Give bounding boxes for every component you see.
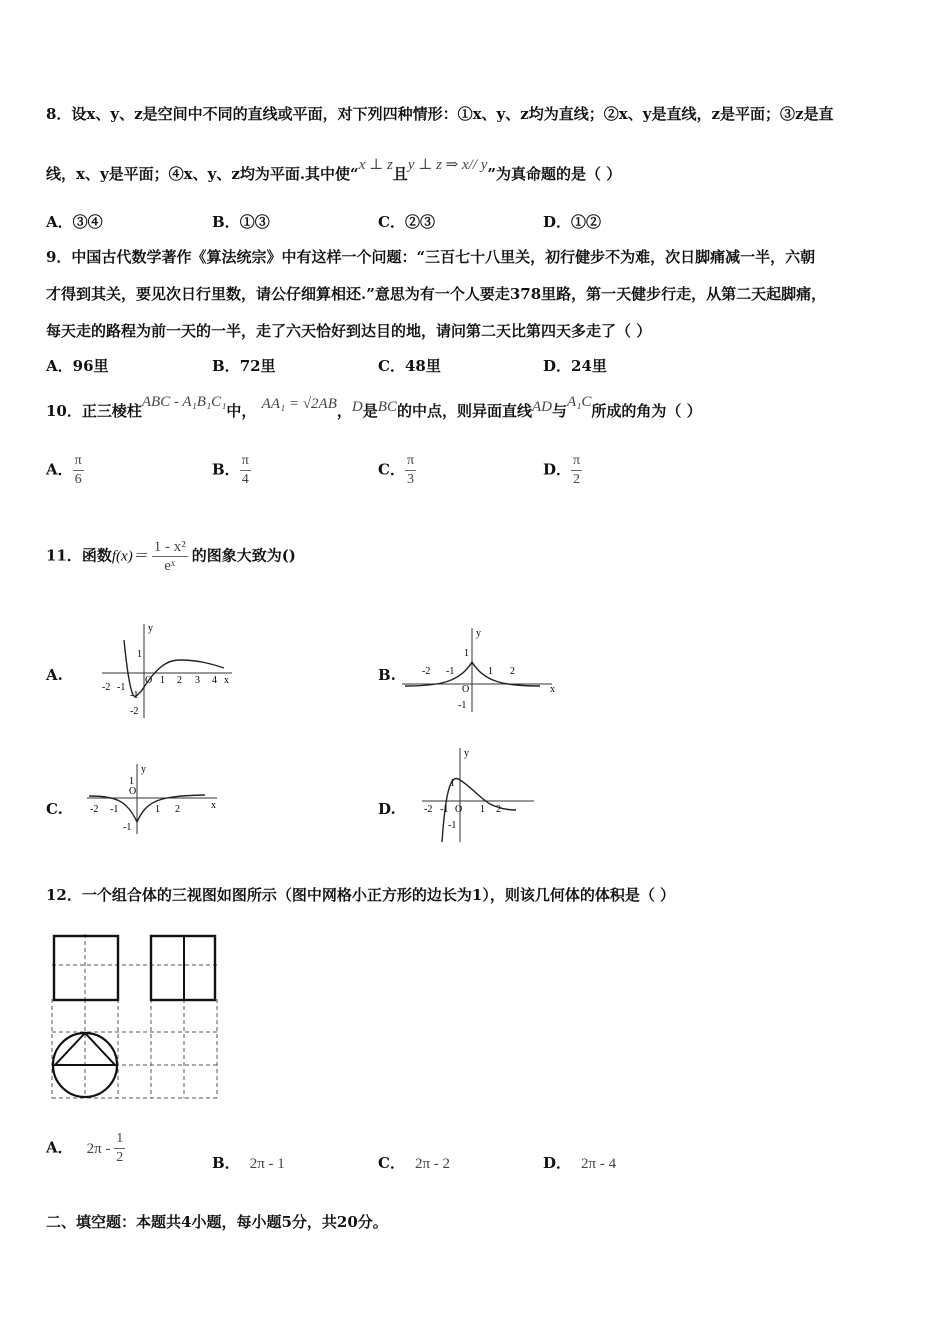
q11-numerator: 1 - x² bbox=[153, 539, 186, 555]
q10-text: 10．正三棱柱ABC - A₁B₁C₁中， AA₁ = √2AB，D是BC的中点，则异面直线AD与A₁C所成的角为（ ） bbox=[46, 394, 702, 420]
q8-option-c[interactable]: C．②③ bbox=[378, 213, 435, 231]
q11-fx: f(x)＝ bbox=[111, 548, 148, 565]
svg-text:y: y bbox=[141, 764, 146, 775]
svg-text:1: 1 bbox=[137, 649, 142, 660]
svg-text:-1: -1 bbox=[117, 682, 126, 693]
svg-text:4: 4 bbox=[212, 675, 217, 686]
q9-option-c[interactable]: C．48里 bbox=[378, 357, 441, 375]
svg-text:1: 1 bbox=[129, 776, 134, 787]
q8-expr2: y ⊥ z ⇒ x// y bbox=[407, 157, 488, 173]
svg-text:y: y bbox=[464, 748, 469, 759]
svg-text:2: 2 bbox=[175, 804, 180, 815]
svg-text:1: 1 bbox=[464, 648, 469, 659]
q9-option-b[interactable]: B．72里 bbox=[212, 357, 276, 375]
svg-text:-2: -2 bbox=[102, 682, 111, 693]
svg-text:3: 3 bbox=[195, 675, 200, 686]
svg-text:-2: -2 bbox=[422, 666, 431, 677]
svg-text:1: 1 bbox=[155, 804, 160, 815]
q8-line2-b: ”为真命题的是（ ） bbox=[487, 165, 622, 183]
svg-text:1: 1 bbox=[450, 778, 455, 789]
svg-text:-2: -2 bbox=[90, 804, 99, 815]
q9-option-d[interactable]: D．24里 bbox=[543, 357, 607, 375]
q8-option-d[interactable]: D．①② bbox=[543, 213, 602, 231]
q9-option-a[interactable]: A．96里 bbox=[46, 357, 109, 375]
q12-option-b[interactable]: B． 2π - 1 bbox=[212, 1154, 285, 1172]
svg-text:-1: -1 bbox=[130, 690, 139, 701]
q8-line2-a: 线，x、y是平面；④x、y、z均为平面.其中使“ bbox=[46, 165, 359, 183]
q10-option-a[interactable]: A． $\frac{\pi}{6}$ bbox=[46, 453, 82, 487]
q9-line2: 才得到其关，要见次日行里数，请公仔细算相还.”意思为有一个人要走378里路，第一天健步行走，从第二天起脚痛， bbox=[46, 285, 827, 303]
q11-text: 11．函数f(x)＝ $\frac{\text{1 - x²}}{\text{eˣ}}$ 的图象大致为() bbox=[46, 539, 296, 574]
svg-text:-1: -1 bbox=[446, 666, 455, 677]
svg-text:O: O bbox=[462, 684, 470, 695]
svg-text:x: x bbox=[224, 675, 229, 686]
q12-option-d[interactable]: D． 2π - 4 bbox=[543, 1154, 617, 1172]
svg-text:O: O bbox=[455, 804, 463, 815]
svg-text:-2: -2 bbox=[424, 804, 433, 815]
svg-text:-1: -1 bbox=[458, 700, 467, 711]
svg-text:1: 1 bbox=[488, 666, 493, 677]
svg-text:-2: -2 bbox=[130, 706, 139, 717]
q8-mid: 且 bbox=[392, 165, 408, 183]
svg-text:O: O bbox=[145, 675, 153, 686]
q9-line3: 每天走的路程为前一天的一半，走了六天恰好到达目的地，请问第二天比第四天多走了（ ） bbox=[46, 322, 652, 340]
q12-option-a[interactable]: A． 2π - $\frac{1}{2}$ bbox=[46, 1131, 124, 1165]
q11-graph-c bbox=[85, 760, 225, 840]
q11-graph-d bbox=[420, 744, 540, 844]
svg-text:2: 2 bbox=[177, 675, 182, 686]
svg-text:O: O bbox=[129, 786, 137, 797]
q11-option-c[interactable]: C. bbox=[46, 800, 63, 818]
q10-edge-relation: AA₁ = √2AB bbox=[261, 396, 337, 412]
svg-text:y: y bbox=[476, 628, 481, 639]
q11-option-a[interactable]: A. bbox=[46, 666, 63, 684]
svg-text:y: y bbox=[148, 623, 153, 634]
svg-text:x: x bbox=[211, 800, 216, 811]
q11-option-b[interactable]: B. bbox=[378, 666, 396, 684]
svg-text:1: 1 bbox=[480, 804, 485, 815]
section2-heading: 二、填空题：本题共4小题，每小题5分，共20分。 bbox=[46, 1213, 388, 1231]
q8-option-a[interactable]: A．③④ bbox=[46, 213, 103, 231]
q8-line1: 8．设x、y、z是空间中不同的直线或平面，对下列四种情形：①x、y、z均为直线；②x、y是直线，z是平面；③z是直 bbox=[46, 105, 834, 123]
svg-text:-1: -1 bbox=[448, 820, 457, 831]
q11-option-d[interactable]: D. bbox=[378, 800, 396, 818]
q10-option-b[interactable]: B． $\frac{\pi}{4}$ bbox=[212, 453, 249, 487]
q11-denominator: eˣ bbox=[164, 558, 176, 574]
q10-option-c[interactable]: C． $\frac{\pi}{3}$ bbox=[378, 453, 415, 487]
q8-option-b[interactable]: B．①③ bbox=[212, 213, 270, 231]
svg-text:x: x bbox=[550, 684, 555, 695]
q9-line1: 9．中国古代数学著作《算法统宗》中有这样一个问题：“三百七十八里关，初行健步不为难，次日脚痛减一半，六朝 bbox=[46, 248, 816, 266]
svg-text:-1: -1 bbox=[440, 804, 449, 815]
q10-prism: ABC - A₁B₁C₁ bbox=[141, 394, 227, 410]
q12-option-c[interactable]: C． 2π - 2 bbox=[378, 1154, 451, 1172]
svg-text:-1: -1 bbox=[110, 804, 119, 815]
q8-line2 bbox=[46, 157, 622, 184]
q12-three-view-grid bbox=[50, 932, 220, 1102]
q11-graph-a bbox=[100, 620, 240, 720]
svg-text:1: 1 bbox=[160, 675, 165, 686]
q8-expr1: x ⊥ z bbox=[358, 157, 393, 173]
q11-graph-b bbox=[400, 624, 560, 714]
svg-text:2: 2 bbox=[510, 666, 515, 677]
svg-text:-1: -1 bbox=[123, 822, 132, 833]
svg-text:2: 2 bbox=[496, 804, 501, 815]
q12-text: 12．一个组合体的三视图如图所示（图中网格小正方形的边长为1），则该几何体的体积是（ ） bbox=[46, 886, 676, 904]
q10-option-d[interactable]: D． $\frac{\pi}{2}$ bbox=[543, 453, 581, 487]
